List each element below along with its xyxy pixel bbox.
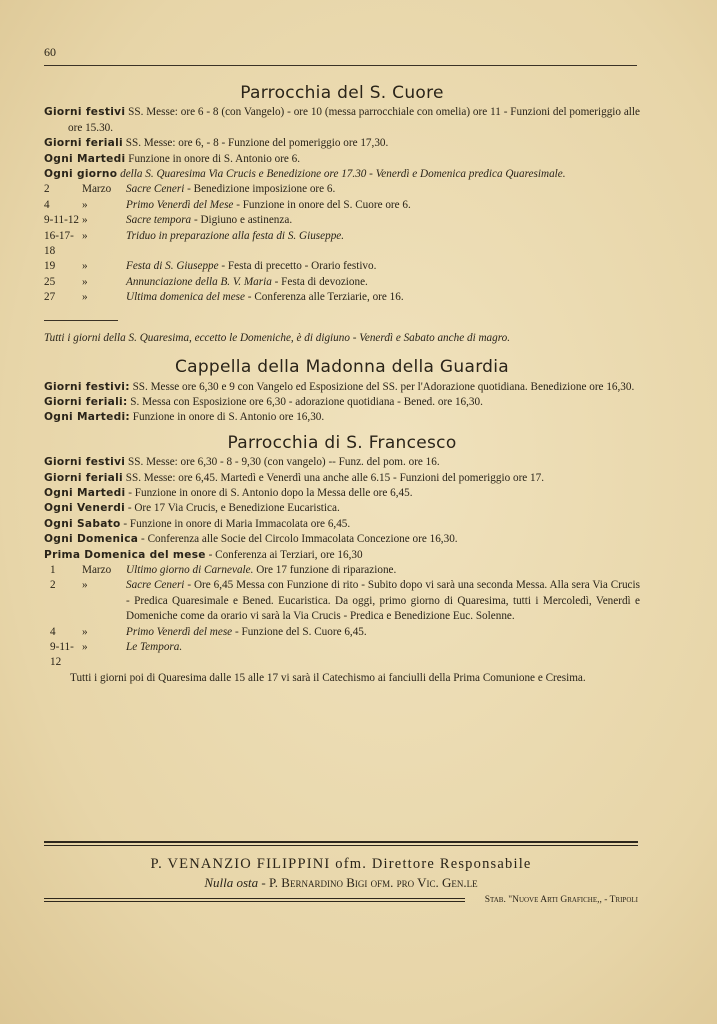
date-detail: - Benedizione imposizione ore 6. [184, 183, 336, 196]
entry-festivi [44, 380, 640, 395]
entry-text: SS. Messe: ore 6, - 8 - Funzione del pomeriggio ore 17,30. [122, 137, 389, 150]
date-detail: - Funzione in onore del S. Cuore ore 6. [233, 198, 411, 211]
entry-text: S. Messa con Esposizione ore 6,30 - adorazione quotidiana - Bened. ore 16,30. [127, 395, 483, 408]
date-event: Sacre Ceneri [126, 579, 185, 592]
date-detail: - Conferenza alle Terziarie, ore 16. [245, 291, 404, 304]
date-month: » [82, 229, 88, 242]
footer-director: P. VENANZIO FILIPPINI ofm. Direttore Responsabile [150, 856, 532, 872]
date-row [44, 198, 640, 213]
date-event: Sacre Ceneri [126, 183, 185, 196]
date-month: Marzo [82, 183, 112, 196]
date-event: Primo Venerdì del Mese [126, 198, 234, 211]
date-row [44, 563, 640, 578]
entry-label: Giorni festivi [44, 456, 126, 469]
entry-text: - Conferenza ai Terziari, ore 16,30 [205, 548, 363, 561]
date-event: Annunciazione della B. V. Maria [126, 275, 272, 288]
date-month: » [82, 641, 88, 653]
date-row [44, 290, 640, 305]
section-title-sacro-cuore: Parrocchia del S. Cuore [240, 83, 444, 103]
entry-label: Ogni giorno [44, 168, 118, 181]
short-rule [44, 320, 118, 321]
date-event: Ultimo giorno di Carnevale. [126, 563, 254, 576]
catechism-paragraph: Tutti i giorni poi di Quaresima dalle 15 alle 17 vi sarà il Catechismo ai fanciulli della Prima Comunione e Cresima. [70, 671, 586, 684]
entry-festivi [44, 105, 640, 136]
date-event: Sacre tempora [126, 214, 192, 227]
date-detail: Ore 17 funzione di riparazione. [253, 563, 397, 576]
date-row [44, 578, 640, 624]
date-detail: - Funzione del S. Cuore 6,45. [232, 625, 367, 638]
printer-credit: Stab. "Nuove Arti Grafiche,, - Tripoli [484, 895, 638, 905]
entry-label: Ogni Venerdi [44, 502, 126, 515]
nulla-osta-label: Nulla osta [204, 875, 259, 890]
date-row [44, 229, 640, 260]
date-row [44, 640, 640, 671]
date-row [44, 275, 640, 290]
date-event: Festa di S. Giuseppe [126, 260, 219, 273]
date-month: » [82, 214, 88, 227]
date-day: 2 [50, 579, 56, 592]
date-row [44, 259, 640, 274]
entry-text: Funzione in onore di S. Antonio ore 16,30. [129, 411, 325, 424]
date-day: 25 [44, 275, 56, 288]
date-month: » [82, 625, 88, 638]
date-day: 16-17-18 [44, 229, 74, 258]
footer-printer-row [44, 895, 638, 905]
entry-martedi [44, 486, 640, 501]
date-day: 4 [44, 198, 50, 211]
date-day: 27 [44, 291, 56, 304]
entry-label: Ogni Martedi: [44, 411, 130, 424]
entry-label: Giorni feriali: [44, 395, 128, 408]
entry-text: SS. Messe: ore 6 - 8 (con Vangelo) - ore 10 (messa parrocchiale con omelia) ore 11 - Funzioni del pomeriggio alle ore 15.30. [68, 106, 640, 134]
date-day: 9-11-12 [50, 641, 74, 669]
lent-note: Tutti i giorni della S. Quaresima, eccetto le Domeniche, è di digiuno - Venerdì e Sabato anche di magro. [44, 331, 511, 344]
date-detail: - Digiuno e astinenza. [191, 214, 293, 227]
entry-text: - Funzione in onore di S. Antonio dopo la Messa delle ore 6,45. [125, 486, 413, 499]
date-month: » [82, 579, 88, 592]
date-day: 1 [50, 563, 56, 576]
entry-label: Giorni feriali [44, 471, 123, 484]
entry-text: - Conferenza alle Socie del Circolo Immacolata Concezione ore 16,30. [138, 533, 458, 546]
section-title-madonna-guardia: Cappella della Madonna della Guardia [174, 357, 510, 378]
entry-feriali [44, 136, 640, 151]
footer [44, 841, 638, 905]
entry-text: SS. Messe: ore 6,45. Martedì e Venerdì una anche alle 6.15 - Funzioni del pomeriggio ore 17. [122, 471, 545, 484]
date-detail: - Festa di devozione. [271, 275, 368, 288]
date-event: Le Tempora. [126, 641, 183, 653]
date-month: » [82, 291, 88, 304]
entry-sabato [44, 517, 640, 532]
date-day: 4 [50, 625, 56, 638]
entry-text: SS. Messe ore 6,30 e 9 con Vangelo ed Esposizione del SS. per l'Adorazione quotidiana. Benedizione ore 16,30. [129, 380, 635, 393]
entry-label: Ogni Domenica [44, 533, 139, 546]
nulla-osta-name: - P. Bernardino Bigi ofm. pro Vic. Gen.le [258, 875, 478, 890]
date-month: Marzo [82, 563, 112, 576]
date-detail: - Ore 6,45 Messa con Funzione di rito - Subito dopo vi sarà una seconda Messa. Alla sera Via Crucis - Predica Quaresimale e Bened. Eucaristica. Da oggi, primo giorno di Quaresima, tutti i Mercoledì, Venerdì e Domeniche come da orario vi sarà la Via Crucis - Predica e Benedizione Euc. Solenne. [126, 579, 640, 623]
entry-festivi [44, 455, 640, 470]
footer-rule [44, 898, 465, 902]
entry-martedi [44, 410, 640, 425]
top-rule [44, 65, 637, 66]
date-row [44, 213, 640, 228]
entry-martedi [44, 152, 640, 167]
date-event: Primo Venerdì del mese [126, 625, 233, 638]
date-month: » [82, 198, 88, 211]
entry-giorno [44, 167, 640, 182]
entry-prima-domenica [44, 548, 640, 563]
entry-text: - Funzione in onore di Maria Immacolata ore 6,45. [120, 517, 351, 530]
entry-text: SS. Messe: ore 6,30 - 8 - 9,30 (con vangelo) -- Funz. del pom. ore 16. [125, 456, 440, 469]
entry-label: Giorni festivi [44, 106, 126, 119]
footer-double-rule [44, 841, 638, 846]
section-title-san-francesco: Parrocchia di S. Francesco [227, 432, 457, 453]
entry-label: Giorni festivi: [44, 380, 130, 393]
date-row [44, 182, 640, 197]
entry-label: Ogni Martedi [44, 152, 126, 165]
entry-text: - Ore 17 Via Crucis, e Benedizione Eucaristica. [125, 502, 340, 515]
entry-label: Prima Domenica del mese [44, 548, 206, 561]
entry-label: Giorni feriali [44, 137, 123, 150]
entry-domenica [44, 532, 640, 547]
date-day: 2 [44, 183, 50, 196]
entry-text: Funzione in onore di S. Antonio ore 6. [125, 152, 301, 165]
entry-feriali [44, 395, 640, 410]
entry-text: della S. Quaresima Via Crucis e Benedizione ore 17.30 - Venerdì e Domenica predica Quaresimale. [117, 168, 566, 181]
entry-venerdi [44, 501, 640, 516]
page-number: 60 [44, 45, 56, 59]
date-event: Ultima domenica del mese [126, 291, 245, 304]
date-row [44, 625, 640, 640]
date-day: 19 [44, 260, 56, 273]
date-detail: - Festa di precetto - Orario festivo. [218, 260, 377, 273]
entry-label: Ogni Sabato [44, 517, 121, 530]
date-month: » [82, 260, 88, 273]
entry-label: Ogni Martedi [44, 486, 126, 499]
date-day: 9-11-12 [44, 214, 80, 227]
content [44, 83, 640, 686]
entry-feriali [44, 471, 640, 486]
date-event: Triduo in preparazione alla festa di S. Giuseppe. [126, 229, 345, 242]
footer-nulla-osta [44, 875, 638, 891]
date-month: » [82, 275, 88, 288]
